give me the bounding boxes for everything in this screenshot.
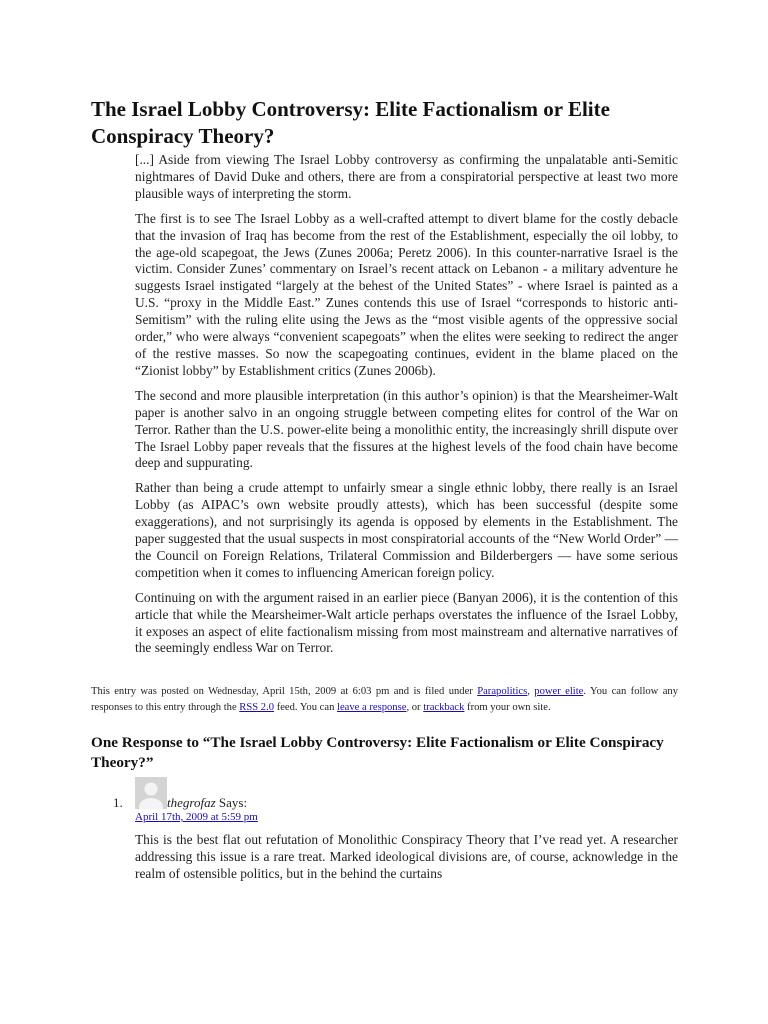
category-link-parapolitics[interactable]: Parapolitics (477, 686, 528, 697)
comment-date-link[interactable]: April 17th, 2009 at 5:59 pm (135, 811, 258, 823)
post-meta-text: feed. You can (274, 701, 338, 713)
default-avatar-icon (135, 777, 167, 809)
post-meta-text: . You can follow any responses to this entry through the (91, 686, 679, 713)
responses-title: One Response to “The Israel Lobby Controversy: Elite Factionalism or Elite Conspiracy Theory?” (91, 734, 664, 771)
excerpt-paragraph: Rather than being a crude attempt to unfairly smear a single ethnic lobby, there really is an Israel Lobby (as AIPAC’s own website proudly attests), which has been successful (despite some exaggerations), and not surprisingly its agenda is opposed by elements in the Establishment. The paper suggested that the usual suspects in most conspiratorial accounts of the “New World Order” — the Council on Foreign Relations, Trilateral Commission and Bilderbergers — have some serious competition when it comes to influencing American foreign policy. (135, 480, 678, 580)
category-link-power-elite[interactable]: power elite (534, 686, 584, 697)
comment-author-name[interactable]: thegrofaz (167, 795, 216, 810)
excerpt-paragraph: The second and more plausible interpretation (in this author’s opinion) is that the Mearsheimer-Walt paper is another salvo in an ongoing struggle between competing elites for control of the War on Terror. Rather than the U.S. power-elite being a monolithic entity, the increasingly shrill dispute over The Israel Lobby paper reveals that the fissures at the highest levels of the food chain have become deep and suppurating. (135, 387, 678, 471)
leave-response-link[interactable]: leave a response (337, 701, 407, 713)
post-title: The Israel Lobby Controversy: Elite Factionalism or Elite Conspiracy Theory? (91, 97, 610, 148)
post-meta-text: from your own site. (464, 701, 551, 713)
excerpt-paragraph: [...] Aside from viewing The Israel Lobby controversy as confirming the unpalatable anti-Semitic nightmares of David Duke and others, there are from a conspiratorial perspective at least two more plausible ways of interpreting the storm. (135, 152, 678, 201)
post-meta-separator: , (527, 686, 535, 697)
comment-body: This is the best flat out refutation of Monolithic Conspiracy Theory that I’ve read yet. A researcher addressing this issue is a rare treat. Marked ideological divisions are, of course, acknowledge in the realm of ostensible politics, but in the behind the curtains (135, 832, 678, 881)
excerpt-paragraph: The first is to see The Israel Lobby as a well-crafted attempt to divert blame for the costly debacle that the invasion of Iraq has become from the rest of the Establishment, especially the oil lobby, to the age-old scapegoat, the Jews (Zunes 2006a; Peretz 2006). In this counter-narrative Israel is the victim. Consider Zunes’ commentary on Israel’s recent attack on Lebanon - a military adventure he suggests Israel instigated “largely at the behest of the United States” - where Israel is painted as a U.S. “proxy in the Middle East.” Zunes contends this use of Israel “corresponds to historic anti-Semitism” with the ruling elite using the Jews as the “most visible agents of the oppressive social order,” who were always “convenient scapegoats” when the elites were seeking to redirect the anger of the restive masses. So now the scapegoating continues, evident in the blame placed on the “Zionist lobby” by Establishment critics (Zunes 2006b). (135, 210, 678, 378)
post-excerpt (135, 152, 678, 665)
comment-number: 1. (113, 795, 123, 810)
excerpt-paragraph: Continuing on with the argument raised in an earlier piece (Banyan 2006), it is the contention of this article that while the Mearsheimer-Walt article perhaps overstates the influence of the Israel Lobby, it exposes an aspect of elite factionalism missing from most mainstream and alternative narratives of the seemingly endless War on Terror. (135, 589, 678, 656)
post-meta (91, 684, 678, 715)
comment-says-label: Says: (215, 795, 248, 810)
avatar (135, 777, 167, 809)
post-meta-text: , or (406, 701, 424, 713)
trackback-link[interactable]: trackback (423, 701, 465, 713)
comment-author (167, 795, 247, 811)
post-meta-text: This entry was posted on Wednesday, April 15th, 2009 at 6:03 pm and is filed under (91, 686, 478, 697)
rss-feed-link[interactable]: RSS 2.0 (239, 701, 275, 713)
